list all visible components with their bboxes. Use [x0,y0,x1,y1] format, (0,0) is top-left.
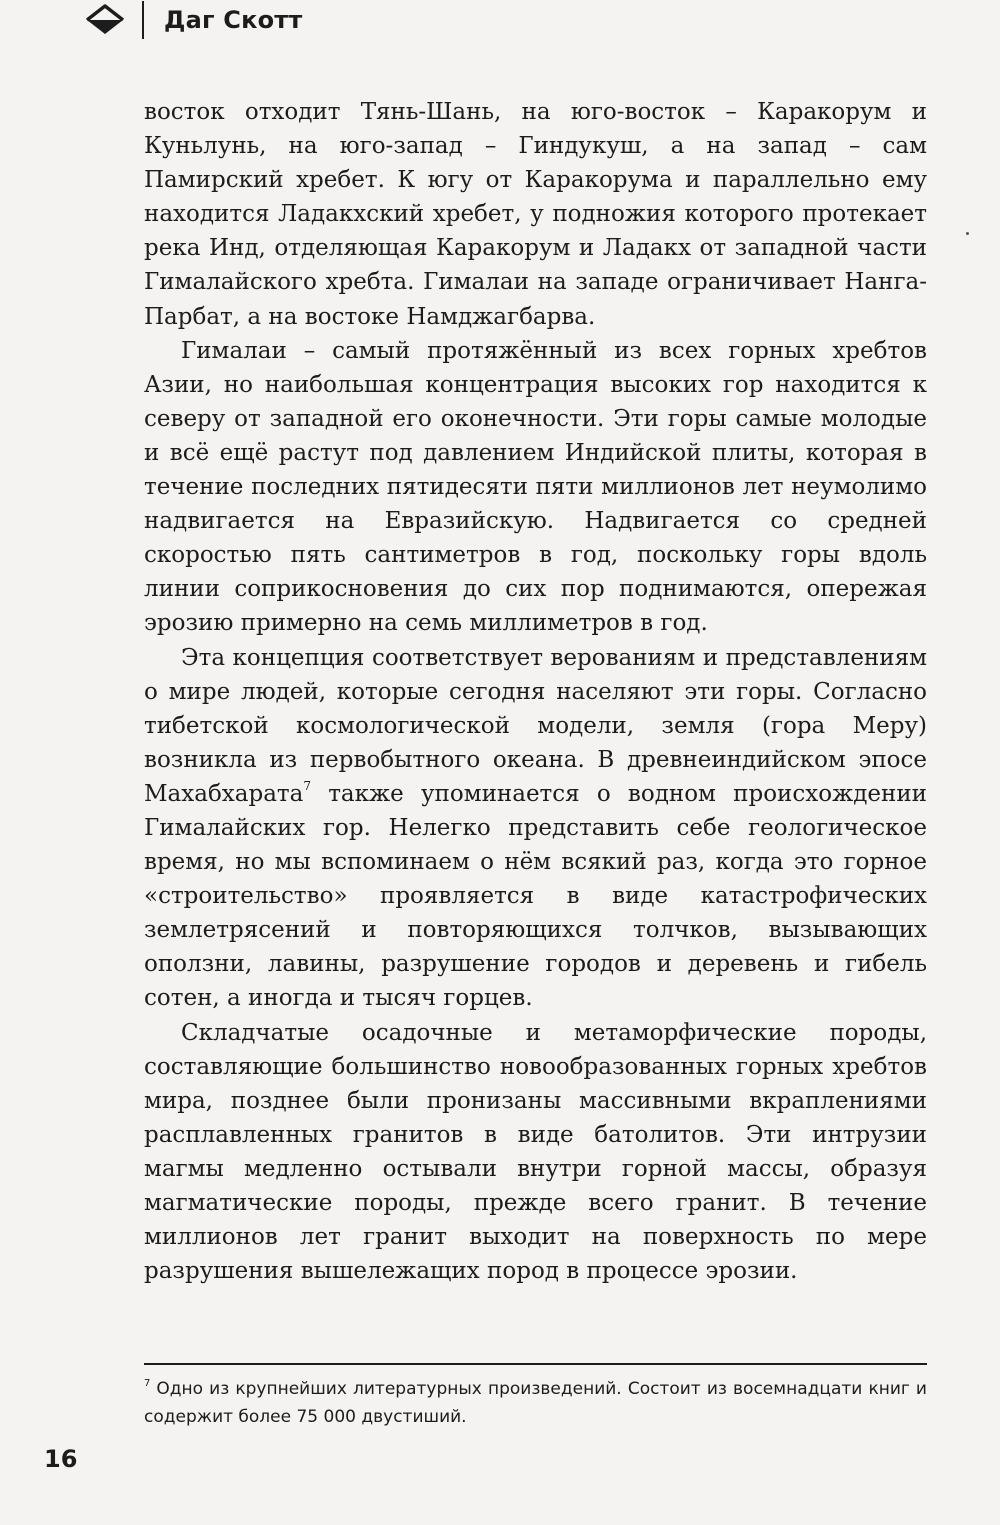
paragraph-3 [144,641,927,1016]
main-text [144,95,927,1288]
footnote-reference: 7 [303,778,311,793]
running-head-author: Даг Скотт [164,6,303,34]
scan-speck [966,232,969,235]
paragraph-2: Гималаи – самый протяжённый из всех горных хребтов Азии, но наибольшая концентрация высоких гор находится к северу от западной его оконечности. Эти горы самые молодые и всё ещё растут под давлением Индийской плиты, которая в течение последних пятидесяти пяти миллионов лет неумолимо надвигается на Евразийскую. Надвигается со средней скоростью пять сантиметров в год, поскольку горы вдоль линии соприкосновения до сих пор поднимаются, опережая эрозию примерно на семь миллиметров в год. [144,337,927,637]
footnote-divider [144,1363,927,1365]
footnote [144,1375,927,1431]
header-divider [142,1,144,39]
paragraph-3-part-2: также упоминается о водном происхождении Гималайских гор. Нелегко представить себе геологическое время, но мы вспоминаем о нём всякий раз, когда это горное «строительство» проявляется в виде катастрофических землетрясений и повторяющихся толчков, вызывающих оползни, лавины, разрушение городов и деревень и гибель сотен, а иногда и тысяч горцев. [144,780,927,1012]
mountain-publisher-logo-icon [84,3,126,37]
page-header [84,0,302,40]
footnote-text: Одно из крупнейших литературных произведений. Состоит из восемнадцати книг и содержит более 75 000 двустиший. [144,1379,927,1427]
footnote-marker: 7 [144,1378,151,1389]
paragraph-3-part-1: Эта концепция соответствует верованиям и представлениям о мире людей, которые сегодня населяют эти горы. Согласно тибетской космологической модели, земля (гора Меру) возникла из первобытного океана. В древнеиндийском эпосе Махабхарата [144,644,927,807]
page-number: 16 [44,1445,78,1473]
paragraph-1: восток отходит Тянь-Шань, на юго-восток – Каракорум и Куньлунь, на юго-запад – Гиндукуш, а на запад – сам Памирский хребет. К югу от Каракорума и параллельно ему находится Ладакхский хребет, у подножия которого протекает река Инд, отделяющая Каракорум и Ладакх от западной части Гималайского хребта. Гималаи на западе ограничивает Нанга-Парбат, а на востоке Намджагбарва. [144,99,927,330]
paragraph-4: Складчатые осадочные и метаморфические породы, составляющие большинство новообразованных горных хребтов мира, позднее были пронизаны массивными вкраплениями расплавленных гранитов в виде батолитов. Эти интрузии магмы медленно остывали внутри горной массы, образуя магматические породы, прежде всего гранит. В течение миллионов лет гранит выходит на поверхность по мере разрушения вышележащих пород в процессе эрозии. [144,1019,927,1285]
